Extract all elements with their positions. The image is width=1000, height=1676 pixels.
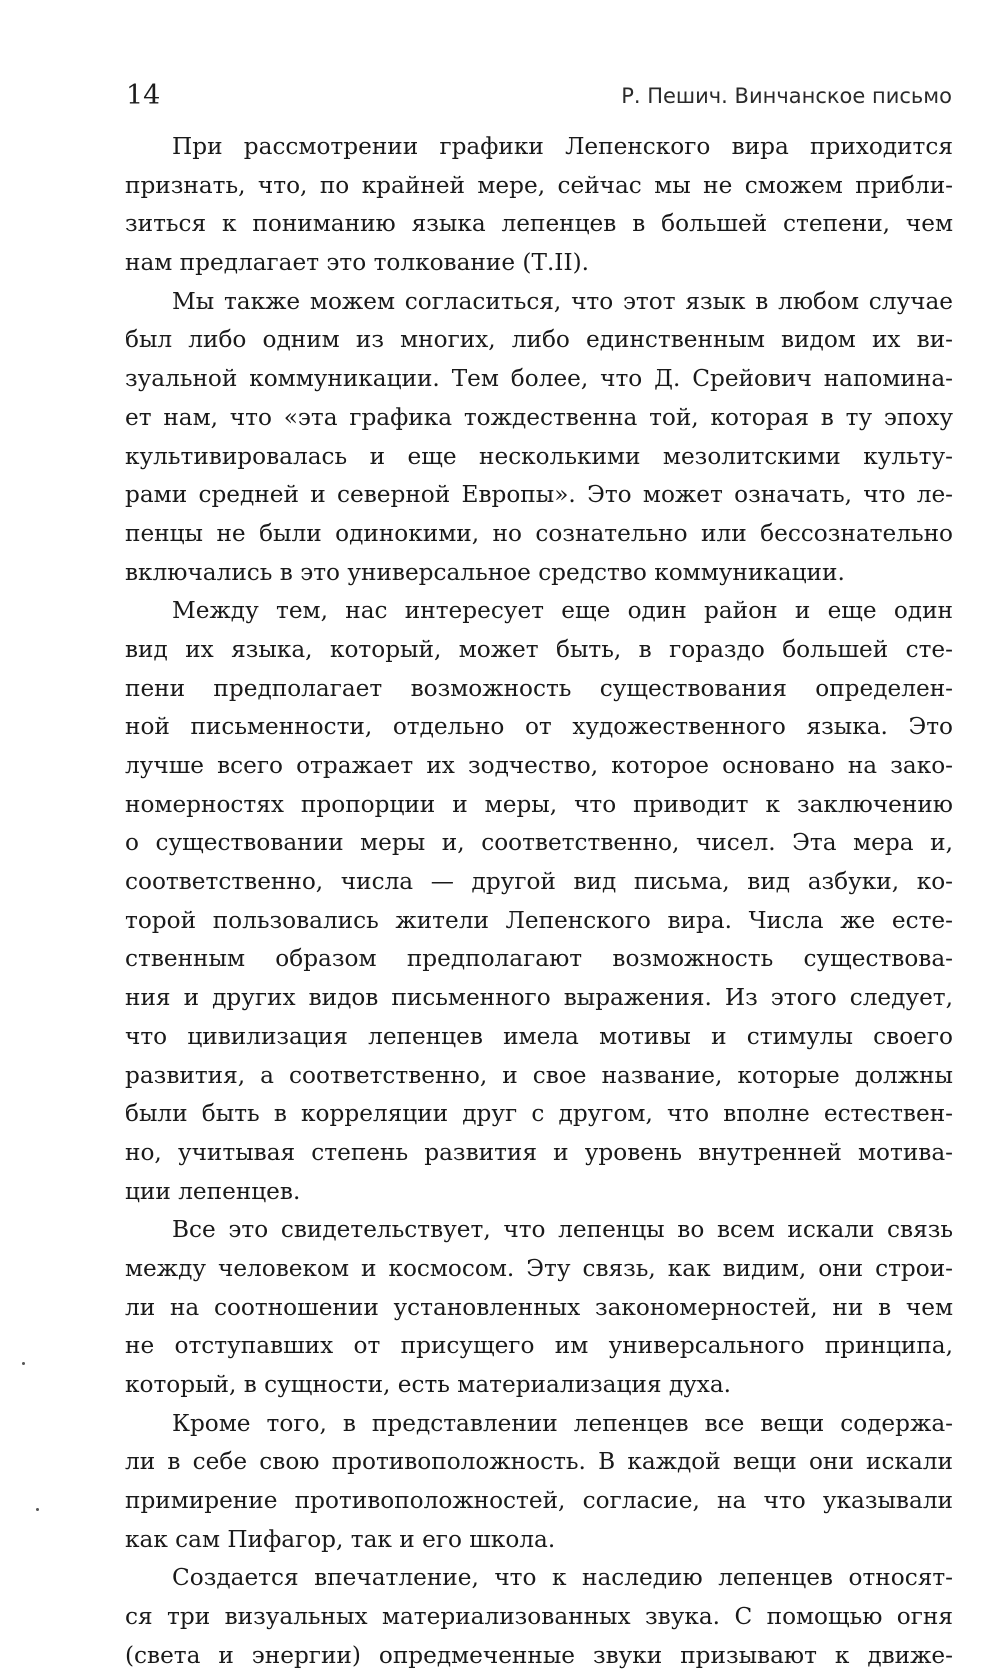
paragraph-4 xyxy=(125,1211,953,1404)
paragraph-5 xyxy=(125,1405,953,1560)
page-header xyxy=(126,78,952,118)
text-line: развития, а соответственно, и свое название, которые должны xyxy=(125,1061,953,1089)
text-line: не отступавших от присущего им универсального принципа, xyxy=(125,1332,953,1360)
text-line: примирение противоположностей, согласие, на что указывали xyxy=(125,1487,953,1515)
scan-speck xyxy=(36,1508,39,1511)
text-line: пени предполагает возможность существования определен- xyxy=(125,674,953,702)
text-line: как сам Пифагор, так и его школа. xyxy=(125,1525,556,1553)
text-line: культивировалась и еще несколькими мезолитскими культу- xyxy=(125,442,953,470)
text-line: зуальной коммуникации. Тем более, что Д. Срейович напомина- xyxy=(125,365,953,393)
text-line: лучше всего отражает их зодчество, которое основано на зако- xyxy=(125,752,953,779)
text-line: ции лепенцев. xyxy=(125,1177,301,1205)
text-line: соответственно, числа — другой вид письма, вид азбуки, ко- xyxy=(125,868,953,896)
text-line: вид их языка, который, может быть, в гораздо большей сте- xyxy=(125,635,953,663)
text-line: зиться к пониманию языка лепенцев в большей степени, чем xyxy=(125,210,953,238)
text-line: ния и других видов письменного выражения. Из этого следует, xyxy=(125,984,953,1012)
text-line: пенцы не были одинокими, но сознательно или бессознательно xyxy=(125,519,953,547)
text-line: ли в себе свою противоположность. В каждой вещи они искали xyxy=(125,1448,953,1476)
running-head: Р. Пешич. Винчанское письмо xyxy=(621,84,952,108)
text-line: нам предлагает это толкование (Т.II). xyxy=(125,249,590,277)
text-line: ственным образом предполагают возможность существова- xyxy=(125,945,953,973)
text-line: были быть в корреляции друг с другом, что вполне естествен- xyxy=(125,1100,953,1128)
text-line: ной письменности, отдельно от художественного языка. Это xyxy=(125,713,953,741)
scan-speck xyxy=(22,1362,25,1365)
text-line: но, учитывая степень развития и уровень внутренней мотива- xyxy=(125,1138,953,1166)
page-number: 14 xyxy=(126,80,161,111)
paragraph-6 xyxy=(125,1559,953,1675)
text-line: Мы также можем согласиться, что этот язык в любом случае xyxy=(172,287,953,315)
paragraph-3 xyxy=(125,592,953,1211)
text-line: между человеком и космосом. Эту связь, как видим, они строи- xyxy=(125,1254,953,1282)
text-line: ли на соотношении установленных закономерностей, ни в чем xyxy=(125,1293,953,1321)
text-line: номерностях пропорции и меры, что приводит к заключению xyxy=(125,790,953,818)
text-line: Все это свидетельствует, что лепенцы во всем искали связь xyxy=(172,1216,953,1244)
text-line: торой пользовались жители Лепенского вира. Числа же есте- xyxy=(125,906,953,934)
text-line: о существовании меры и, соответственно, чисел. Эта мера и, xyxy=(125,829,953,857)
text-line: Создается впечатление, что к наследию лепенцев относят- xyxy=(172,1564,953,1592)
text-line: рами средней и северной Европы». Это может означать, что ле- xyxy=(125,481,953,509)
text-line: признать, что, по крайней мере, сейчас мы не сможем прибли- xyxy=(125,171,953,199)
text-line: был либо одним из многих, либо единственным видом их ви- xyxy=(125,326,953,354)
text-line: Между тем, нас интересует еще один район и еще один xyxy=(172,597,953,625)
text-line: ет нам, что «эта графика тождественна той, которая в ту эпоху xyxy=(125,403,953,431)
text-line: ся три визуальных материализованных звука. С помощью огня xyxy=(125,1603,953,1631)
text-line: который, в сущности, есть материализация духа. xyxy=(125,1371,732,1398)
text-line: При рассмотрении графики Лепенского вира приходится xyxy=(172,133,953,160)
text-line: включались в это универсальное средство коммуникации. xyxy=(125,558,845,586)
body-text xyxy=(125,128,953,1676)
text-line: что цивилизация лепенцев имела мотивы и стимулы своего xyxy=(125,1022,953,1050)
paragraph-1 xyxy=(125,128,953,283)
paragraph-2 xyxy=(125,283,953,593)
text-line: (света и энергии) опредмеченные звуки призывают к движе- xyxy=(125,1641,953,1669)
text-line: Кроме того, в представлении лепенцев все вещи содержа- xyxy=(172,1409,953,1437)
